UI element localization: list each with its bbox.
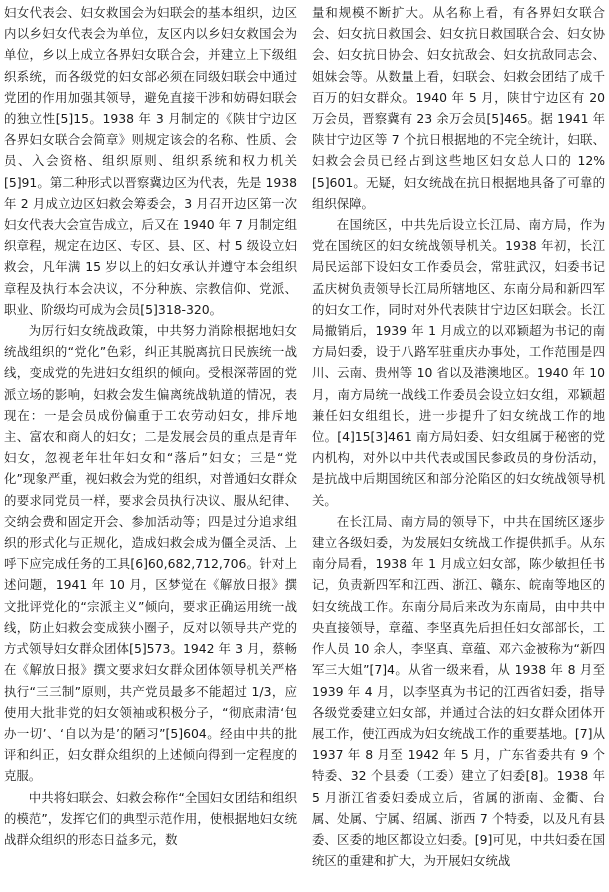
paragraph: 中共将妇联会、妇救会称作“全国妇女团结和组织的模范”，发挥它们的典型示范作用，使根据地妇女统战群众组织的形态日益多元，数	[4, 789, 297, 847]
paragraph: 在长江局、南方局的领导下，中共在国统区逐步建立各级妇委，为发展妇女统战工作提供抓手。从东南分局看，1938 年 1 月成立妇女部，陈少敏担任书记，负责新四军和江西、浙江、赣东、皖南等地区的妇女统战工作。东南分局后来改为东南局，由中共中央直接领导，章蕴、李坚真先后担任妇女部部长，工作人员 10 余人，李坚真、章蕴、邓六金被称为“新四军三大姐”[7]4。从省一级来看，从 1938 年 8 月至 1939 年 4 月，以李坚真为书记的江西省妇委，指导各级党委建立妇女部，并通过合法的妇女群众团体开展工作，使江西成为妇女统战工作的重要基地。[7]从 1937 年 8 月至 1942 年 5 月，广东省委共有 9 个特委、32 个县委（工委）建立了妇委[8]。1938 年 5 月浙江省委妇委成立后，省属的浙南、金衢、台属、处属、宁属、绍属、浙西 7 个特委，以及凡有县委、区委的地区都设立妇委。[9]可见，中共妇委在国统区的重建和扩大，为开展妇女统战	[312, 513, 605, 869]
paragraph: 为厉行妇女统战政策，中共努力消除根据地妇女统战组织的“党化”色彩，纠正其脱离抗日民族统一战线，变成党的先进妇女组织的倾向。受根深蒂固的党派立场的影响，妇救会发生偏离统战轨道的情况，表现在：一是会员成份偏重于工农劳动妇女，排斥地主、富农和商人的妇女；二是发展会员的重点是青年妇女，忽视老年壮年妇女和“落后”妇女；三是“党化”现象严重，视妇救会为党的组织，对普通妇女群众的要求同党员一样，要求会员执行决议、服从纪律、交纳会费和固定开会、参加活动等；四是过分追求组织的形式化与正规化，造成妇救会成为僵全灵活、上呼下应完成任务的工具[6]60,682,712,706。针对上述问题，1941 年 10 月，区梦觉在《解放日报》撰文批评党化的“宗派主义”倾向，要求正确运用统一战线，防止妇救会变成狭小圈子，反对以领导共产党的方式领导妇女群众团体[5]573。1942 年 3 月，蔡畅在《解放日报》撰文要求妇女群众团体领导机关严格执行“三三制”原则，共产党员最多不能超过 1/3，应使用大批非党的妇女领袖或积极分子，“彻底肃清‘包办一切’、‘自以为是’的陋习”[5]604。经由中共的批评和纠正，妇女群众组织的上述倾向得到一定程度的克服。	[4, 323, 297, 784]
paragraph: 在国统区，中共先后设立长江局、南方局，作为党在国统区的妇女统战领导机关。1938 年初，长江局民运部下设妇女工作委员会，常驻武汉，妇委书记孟庆树负责领导长江局所辖地区、东南分局和新四军的妇女工作，同时对外代表陕甘宁边区妇联会。长江局撤销后，1939 年 1 月成立的以邓颖超为书记的南方局妇委，设于八路军驻重庆办事处，工作范围是四川、云南、贵州等 10 省以及港澳地区。1940 年 10 月，南方局统一战线工作委员会设立妇女组，邓颖超兼任妇女组组长，进一步提升了妇女统战工作的地位。[4]15[3]461 南方局妇委、妇女组属于秘密的党内机构，对外以中共代表或国民参政员的身份活动，是抗战中后期国统区和部分沦陷区的妇女统战领导机关。	[312, 217, 605, 508]
right-text-column	[312, 2, 605, 890]
left-text-column	[4, 2, 297, 890]
paragraph: 量和规模不断扩大。从名称上看，有各界妇女联合会、妇女抗日救国会、妇女抗日救国联合会、妇女协会、妇女抗日协会、妇女抗敌会、妇女抗敌同志会、姐妹会等。从数量上看，妇联会、妇救会团结了成千百万的妇女群众。1940 年 5 月，陕甘宁边区有 20 万会员，晋察冀有 23 余万会员[5]465。据 1941 年陕甘宁边区等 7 个抗日根据地的不完全统计，妇联、妇救会会员已经占到这些地区妇女总人口的 12%[5]601。无疑，妇女统战在抗日根据地具备了可靠的组织保障。	[312, 5, 605, 211]
paragraph: 妇女代表会、妇女救国会为妇联会的基本组织，边区内以乡妇女代表会为单位，友区内以乡妇女救国会为单位，乡以上成立各界妇女联合会，并建立上下级组织系统，而各级党的妇女部必须在同级妇联会中通过党团的作用加强其领导，避免直接干涉和妨碍妇联会的独立性[5]15。1938 年 3 月制定的《陕甘宁边区各界妇女联合会简章》则规定该会的名称、性质、会员、入会资格、组织原则、组织系统和权力机关[5]91。第二种形式以晋察冀边区为代表，先是 1938 年 2 月成立边区妇救会筹委会，3 月召开边区第一次妇女代表大会宣告成立，后又在 1940 年 7 月制定组织章程，规定在边区、专区、县、区、村 5 级设立妇救会，凡年满 15 岁以上的妇女承认并遵守本会组织章程及执行本会决议，不分种族、宗教信仰、党派、职业、阶级均可成为会员[5]318-320。	[4, 5, 297, 317]
